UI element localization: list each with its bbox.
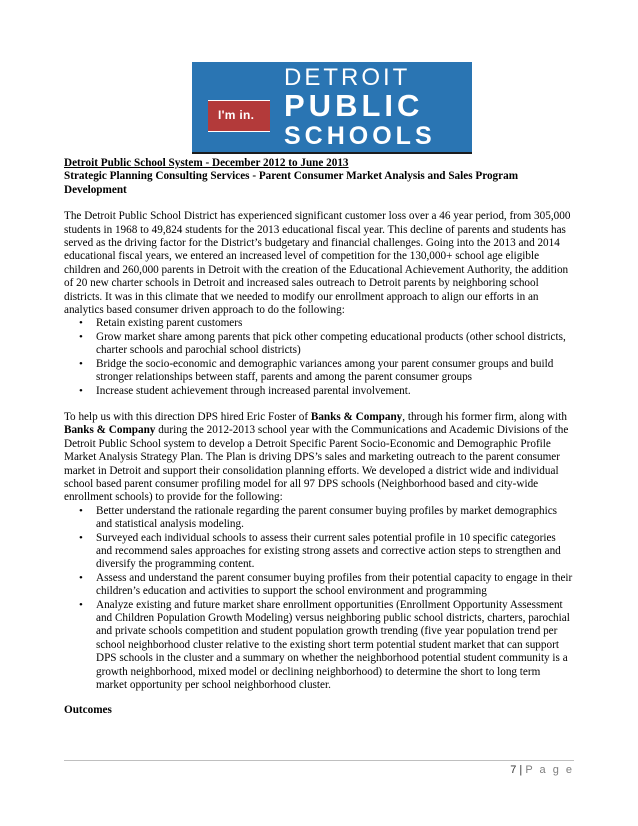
intro-paragraph: The Detroit Public School District has experienced significant customer loss over a 46 year period, from 305,000 students in 1968 to 49,824 students for the 2013 educational fiscal year. This decline of parents and students has served as the driving factor for the District’s budgetary and financial challenges. Going into the 2013 and 2014 educational fiscal years, we entered an increased level of competition for the 130,000+ school age eligible children and 260,000 parents in Detroit with the creation of the Educational Achievement Authority, the addition of 20 new charter schools in Detroit and increased sales outreach to Detroit parents by neighboring school districts. It was in this climate that we needed to modify our enrollment approach to align our efforts in an analytics based consumer driven approach to do the following: [64, 210, 571, 317]
footer-rule [64, 760, 574, 761]
page-label: P a g e [525, 764, 574, 776]
firm-name: Banks & Company [310, 410, 403, 423]
logo-line-schools: SCHOOLS [284, 122, 436, 150]
firm-name: Banks & Company [64, 424, 156, 437]
logo-badge-text: I'm in. [218, 108, 255, 122]
project-subtitle: Strategic Planning Consulting Services - Parent Consumer Market Analysis and Sales Program Development [64, 170, 519, 196]
page-number-value: 7 [510, 764, 517, 776]
approach-paragraph [64, 411, 574, 505]
logo-line-public: PUBLIC [284, 88, 424, 123]
document-body [64, 157, 574, 718]
outcomes-heading: Outcomes [64, 704, 112, 717]
list-item: • Surveyed each individual schools to assess their current sales potential profile in 10 specific categories and recommend sales approaches for existing strong assets and corrective action steps to strengthen and diversify the programming content. [96, 532, 574, 572]
list-item: • Increase student achievement through increased parental involvement. [96, 385, 574, 398]
list-item: • Grow market share among parents that pick other competing educational products (other school districts, charter schools and parochial school districts) [96, 331, 574, 358]
goals-list [64, 317, 574, 397]
list-item: • Analyze existing and future market share enrollment opportunities (Enrollment Opportunity Assessment and Children Population Growth Modeling) versus neighboring public school districts, charters, parochial and private schools competition and student population growth trending (five year population trend per school neighborhood cluster relative to the existing short term potential student market that can support DPS schools in the cluster and a summary on whether the neighborhood potential student community is a growth neighborhood, mixed model or declining neighborhood) to determine the short to long term market opportunity per school neighborhood cluster. [96, 599, 574, 693]
logo-line-detroit: DETROIT [284, 64, 411, 91]
list-item: • Retain existing parent customers [96, 317, 574, 330]
list-item: • Bridge the socio-economic and demographic variances among your parent consumer groups and build stronger relationships between staff, parents and among the parent consumer groups [96, 358, 574, 385]
list-item: • Better understand the rationale regarding the parent consumer buying profiles by market demographics and statistical analysis modeling. [96, 505, 574, 532]
approach-text-2: , through his former firm, along with [402, 410, 567, 423]
detroit-public-schools-logo [192, 62, 472, 154]
im-in-badge [208, 100, 270, 132]
page-number [510, 764, 574, 776]
project-title: Detroit Public School System - December 2012 to June 2013 [64, 157, 349, 169]
deliverables-list [64, 505, 574, 693]
project-heading [64, 157, 574, 197]
approach-text-1: To help us with this direction DPS hired Eric Foster of [64, 410, 311, 423]
list-item: • Assess and understand the parent consumer buying profiles from their potential capacity to engage in their children’s education and activities to support the school environment and programming [96, 572, 574, 599]
page-separator: | [519, 764, 523, 776]
approach-text-3: during the 2012-2013 school year with the Communications and Academic Divisions of the Detroit Public School system to develop a Detroit Specific Parent Socio-Economic and Demographic Profile Market Analysis Strategy Plan. The Plan is driving DPS’s sales and marketing outreach to the parent consumer market in Detroit and support their consolidation planning efforts. We developed a district wide and individual school based parent consumer profiling model for all 97 DPS schools (Neighborhood based and city-wide enrollment schools) to provide for the following: [64, 424, 569, 504]
